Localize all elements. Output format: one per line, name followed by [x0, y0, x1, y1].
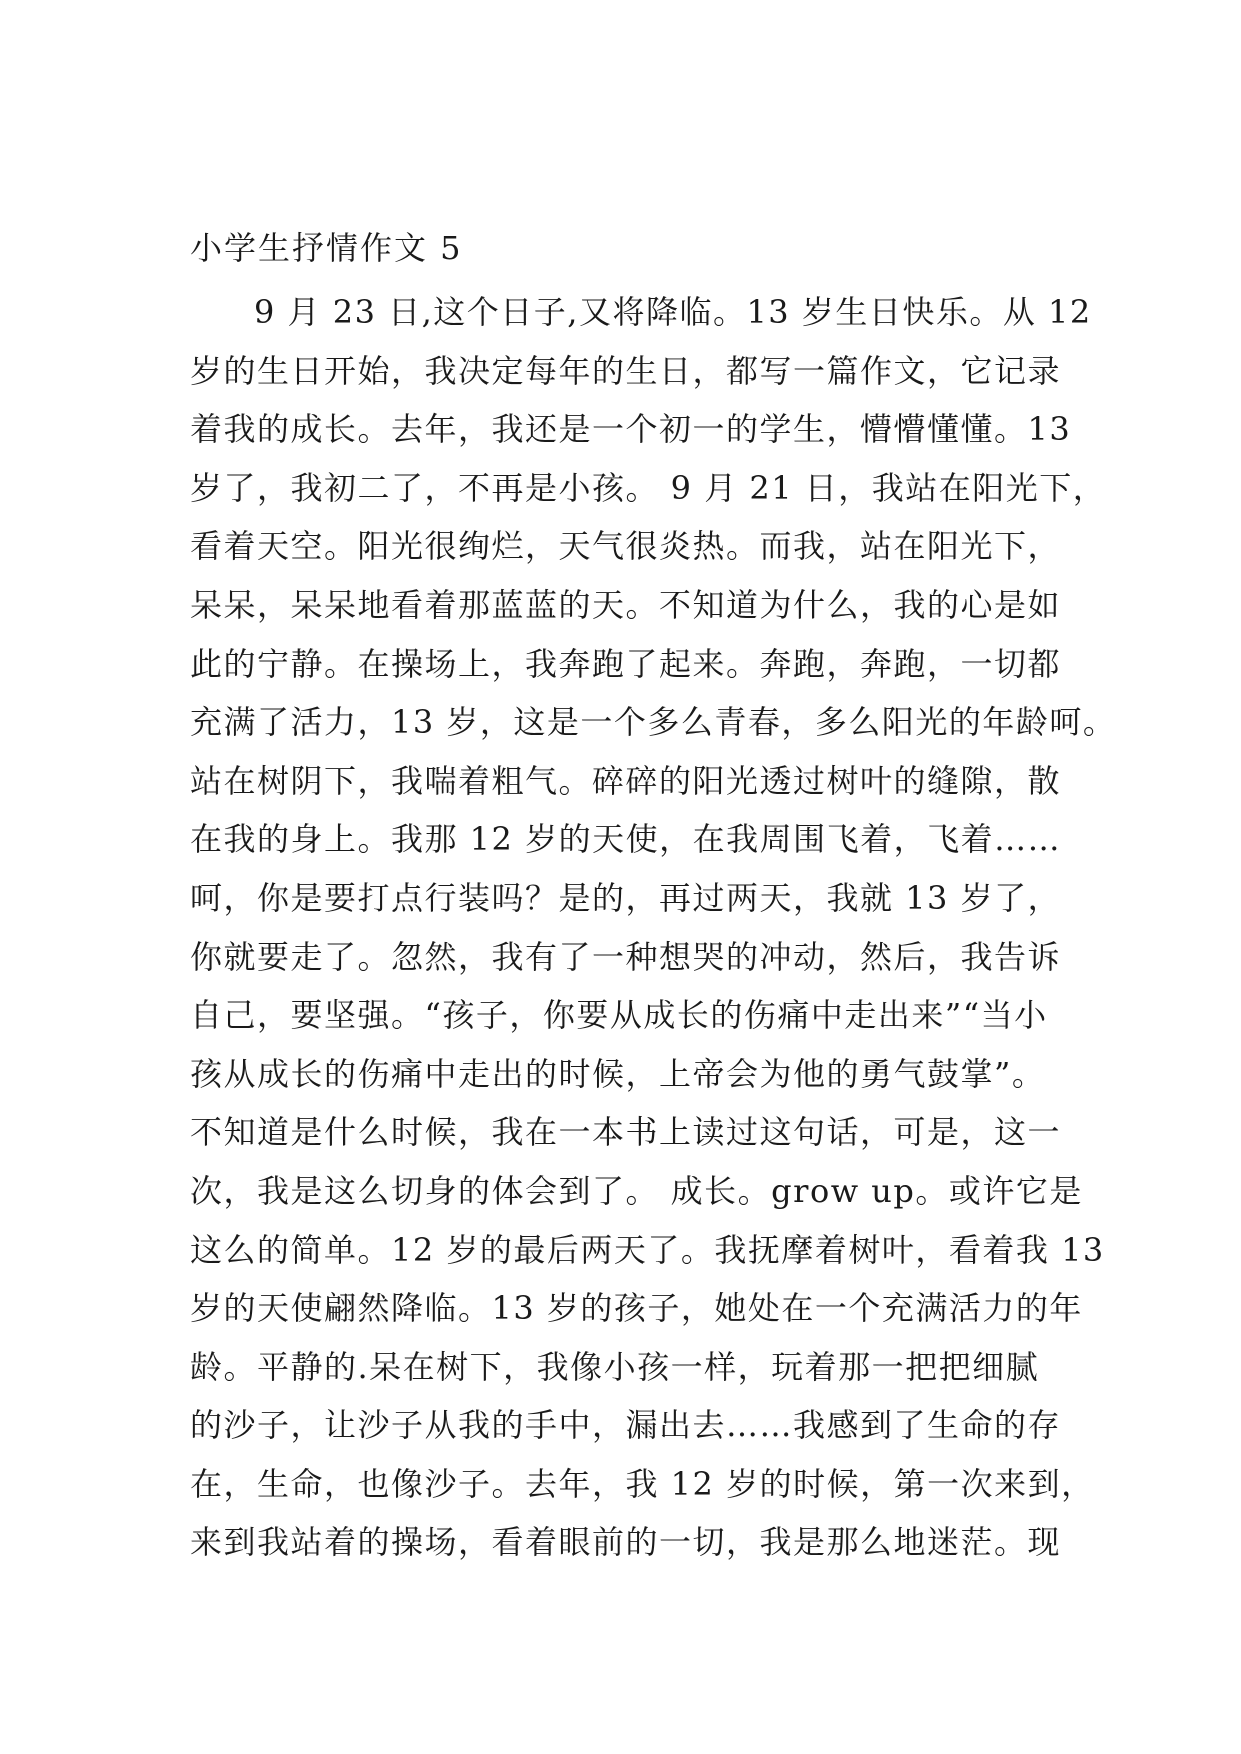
body-line: 你就要走了。忽然，我有了一种想哭的冲动，然后，我告诉 — [190, 937, 1062, 976]
body-line: 龄。平静的.呆在树下，我像小孩一样，玩着那一把把细腻 — [190, 1347, 1040, 1386]
body-line: 自己，要坚强。“孩子，你要从成长的伤痛中走出来”“当小 — [190, 996, 1048, 1035]
body-line: 9 月 23 日,这个日子,又将降临。13 岁生日快乐。从 12 — [254, 293, 1092, 331]
body-line: 岁了，我初二了，不再是小孩。 9 月 21 日，我站在阳光下， — [190, 468, 1107, 507]
body-line: 来到我站着的操场，看着眼前的一切，我是那么地迷茫。现 — [190, 1523, 1062, 1562]
document-body — [190, 283, 1117, 1572]
body-line: 不知道是什么时候，我在一本书上读过这句话，可是，这一 — [190, 1113, 1062, 1152]
body-line: 呵，你是要打点行装吗？是的，再过两天，我就 13 岁了， — [190, 878, 1062, 917]
body-line: 次，我是这么切身的体会到了。 成长。grow up。或许它是 — [190, 1171, 1083, 1210]
body-line: 呆呆，呆呆地看着那蓝蓝的天。不知道为什么，我的心是如 — [190, 585, 1062, 624]
body-line: 岁的生日开始，我决定每年的生日，都写一篇作文，它记录 — [190, 351, 1062, 390]
body-line: 此的宁静。在操场上，我奔跑了起来。奔跑，奔跑，一切都 — [190, 644, 1062, 683]
body-line: 这么的简单。12 岁的最后两天了。我抚摩着树叶，看着我 13 — [190, 1230, 1105, 1269]
body-line: 站在树阴下，我喘着粗气。碎碎的阳光透过树叶的缝隙，散 — [190, 761, 1062, 800]
body-line: 岁的天使翩然降临。13 岁的孩子，她处在一个充满活力的年 — [190, 1289, 1083, 1328]
body-line: 着我的成长。去年，我还是一个初一的学生，懵懵懂懂。13 — [190, 410, 1072, 449]
body-line: 充满了活力，13 岁，这是一个多么青春，多么阳光的年龄呵。 — [190, 703, 1117, 742]
body-line: 在，生命，也像沙子。去年，我 12 岁的时候，第一次来到， — [190, 1464, 1095, 1503]
body-line: 的沙子，让沙子从我的手中，漏出去……我感到了生命的存 — [190, 1406, 1062, 1445]
body-line: 孩从成长的伤痛中走出的时候，上帝会为他的勇气鼓掌”。 — [190, 1054, 1046, 1093]
body-line: 在我的身上。我那 12 岁的天使，在我周围飞着，飞着…… — [190, 820, 1062, 859]
body-line: 看着天空。阳光很绚烂，天气很炎热。而我，站在阳光下， — [190, 527, 1062, 566]
document-title: 小学生抒情作文 5 — [190, 229, 463, 267]
